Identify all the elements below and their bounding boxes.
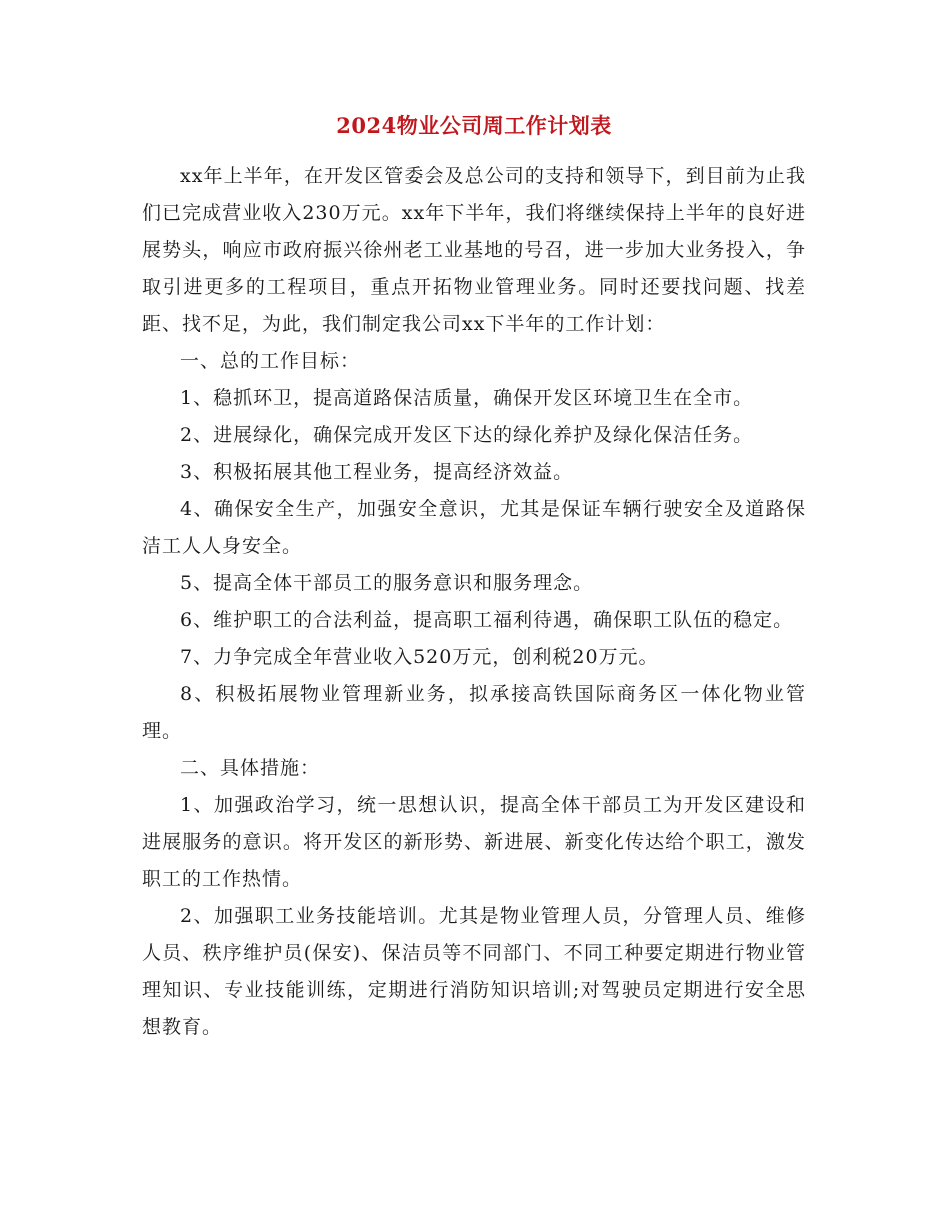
- goal-item-2: 2、进展绿化，确保完成开发区下达的绿化养护及绿化保洁任务。: [180, 424, 754, 446]
- measure-item-1: 1、加强政治学习，统一思想认识，提高全体干部员工为开发区建设和进展服务的意识。将开发区的新形势、新进展、新变化传达给个职工，激发职工的工作热情。: [142, 794, 806, 890]
- goal-item-1: 1、稳抓环卫，提高道路保洁质量，确保开发区环境卫生在全市。: [180, 387, 754, 409]
- section-heading-measures: 二、具体措施：: [180, 757, 321, 779]
- goal-item-5: 5、提高全体干部员工的服务意识和服务理念。: [180, 572, 594, 594]
- goal-item-7: 7、力争完成全年营业收入520万元，创利税20万元。: [180, 646, 659, 668]
- document-page: [142, 110, 806, 1046]
- document-title: 2024物业公司周工作计划表: [336, 113, 612, 138]
- measure-item-2: 2、加强职工业务技能培训。尤其是物业管理人员，分管理人员、维修人员、秩序维护员(保安)、保洁员等不同部门、不同工种要定期进行物业管理知识、专业技能训练，定期进行消防知识培训;对驾驶员定期进行安全思想教育。: [142, 905, 806, 1038]
- goal-item-4: 4、确保安全生产，加强安全意识，尤其是保证车辆行驶安全及道路保洁工人人身安全。: [142, 498, 806, 557]
- goal-item-8: 8、积极拓展物业管理新业务，拟承接高铁国际商务区一体化物业管理。: [142, 683, 806, 742]
- section-heading-goals: 一、总的工作目标：: [180, 350, 361, 372]
- paragraph-intro: xx年上半年，在开发区管委会及总公司的支持和领导下，到目前为止我们已完成营业收入230万元。xx年下半年，我们将继续保持上半年的良好进展势头，响应市政府振兴徐州老工业基地的号召，进一步加大业务投入，争取引进更多的工程项目，重点开拓物业管理业务。同时还要找问题、找差距、找不足，为此，我们制定我公司xx下半年的工作计划：: [142, 165, 806, 335]
- goal-item-3: 3、积极拓展其他工程业务，提高经济效益。: [180, 461, 574, 483]
- goal-item-6: 6、维护职工的合法利益，提高职工福利待遇，确保职工队伍的稳定。: [180, 609, 794, 631]
